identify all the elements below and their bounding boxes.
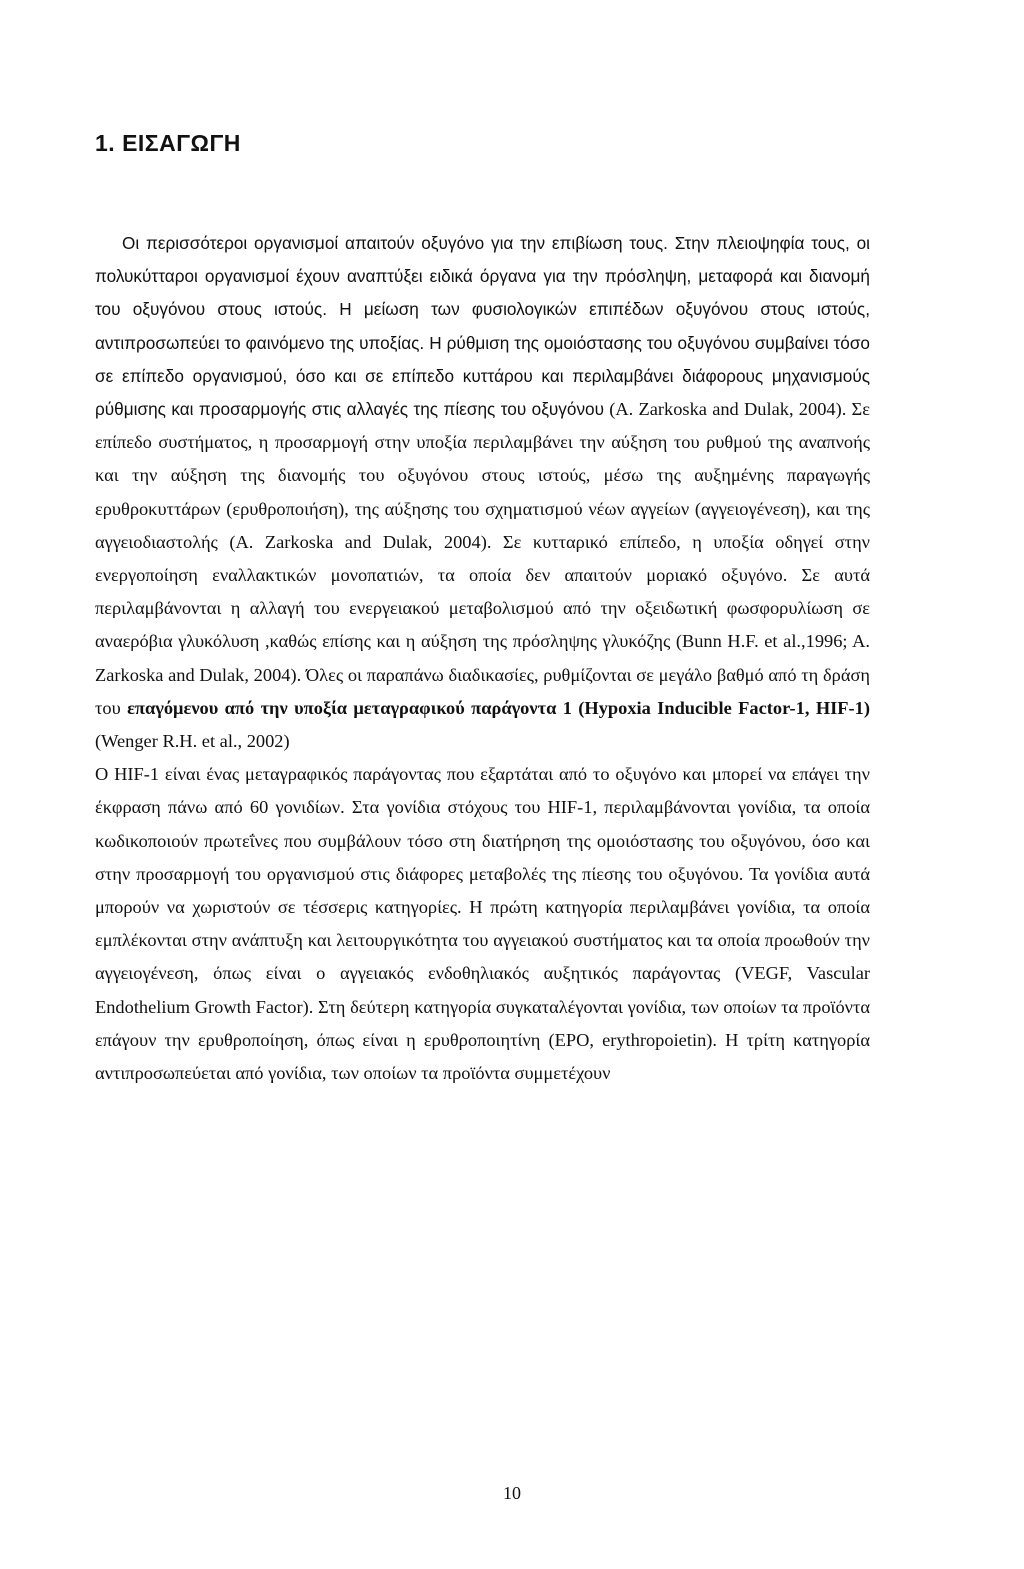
paragraph-intro	[95, 227, 870, 758]
body-text	[95, 227, 870, 1090]
page-number: 10	[503, 1483, 521, 1503]
section-heading: 1. ΕΙΣΑΓΩΓΗ	[95, 130, 241, 156]
paragraph-intro-rest: (A. Zarkoska and Dulak, 2004). Σε επίπεδο συστήματος, η προσαρμογή στην υποξία περιλαμβάνει την αύξηση του ρυθμού της αναπνοής και την αύξηση της διανομής του οξυγόνου στους ιστούς, μέσω της αυξημένης παραγωγής ερυθροκυττάρων (ερυθροποιήση), της αύξησης του σχηματισμού νέων αγγείων (αγγειογένεση), και της αγγειοδιαστολής (A. Zarkoska and Dulak, 2004). Σε κυτταρικό επίπεδο, η υποξία οδηγεί στην ενεργοποίηση εναλλακτικών μονοπατιών, τα οποία δεν απαιτούν μοριακό οξυγόνο. Σε αυτά περιλαμβάνονται η αλλαγή του ενεργειακού μεταβολισμού από την οξειδωτική φωσφορυλίωση σε αναερόβια γλυκόλυση ,καθώς επίσης και η αύξηση της πρόσληψης γλυκόζης (Bunn H.F. et al.,1996; A. Zarkoska and Dulak, 2004). Όλες οι παραπάνω διαδικασίες, ρυθμίζονται σε μεγάλο βαθμό από τη δράση του	[95, 399, 870, 718]
paragraph-hif1: Ο HIF-1 είναι ένας μεταγραφικός παράγοντας που εξαρτάται από το οξυγόνο και μπορεί να επάγει την έκφραση πάνω από 60 γονιδίων. Στα γονίδια στόχους του HIF-1, περιλαμβάνονται γονίδια, τα οποία κωδικοποιούν πρωτεΐνες που συμβάλουν τόσο στη διατήρηση της ομοιόστασης του οξυγόνου, όσο και στην προσαρμογή του οργανισμού στις διάφορες μεταβολές της πίεσης του οξυγόνου. Τα γονίδια αυτά μπορούν να χωριστούν σε τέσσερις κατηγορίες. Η πρώτη κατηγορία περιλαμβάνει γονίδια, τα οποία εμπλέκονται στην ανάπτυξη και λειτουργικότητα του αγγειακού συστήματος και τα οποία προωθούν την αγγειογένεση, όπως είναι ο αγγειακός ενδοθηλιακός αυξητικός παράγοντας (VEGF, Vascular Endothelium Growth Factor). Στη δεύτερη κατηγορία συγκαταλέγονται γονίδια, των οποίων τα προϊόντα επάγουν την ερυθροποίηση, όπως είναι η ερυθροποιητίνη (EPO, erythropoietin). Η τρίτη κατηγορία αντιπροσωπεύεται από γονίδια, των οποίων τα προϊόντα συμμετέχουν	[95, 764, 870, 1084]
paragraph-intro-tail: (Wenger R.H. et al., 2002)	[95, 731, 290, 752]
paragraph-intro-lead: Οι περισσότεροι οργανισμοί απαιτούν οξυγόνο για την επιβίωση τους. Στην πλειοψηφία τους, οι πολυκύτταροι οργανισμοί έχουν αναπτύξει ειδικά όργανα για την πρόσληψη, μεταφορά και διανομή του οξυγόνου στους ιστούς. Η μείωση των φυσιολογικών επιπέδων οξυγόνου στους ιστούς, αντιπροσωπεύει το φαινόμενο της υποξίας. Η ρύθμιση της ομοιόστασης του οξυγόνου συμβαίνει τόσο σε επίπεδο οργανισμού, όσο και σε επίπεδο κυττάρου και περιλαμβάνει διάφορους μηχανισμούς ρύθμισης και προσαρμογής στις αλλαγές της πίεσης του οξυγόνου	[95, 233, 870, 420]
paragraph-intro-bold: επαγόμενου από την υποξία μεταγραφικού παράγοντα 1 (Hypoxia Inducible Factor-1, HIF-1)	[127, 697, 870, 718]
